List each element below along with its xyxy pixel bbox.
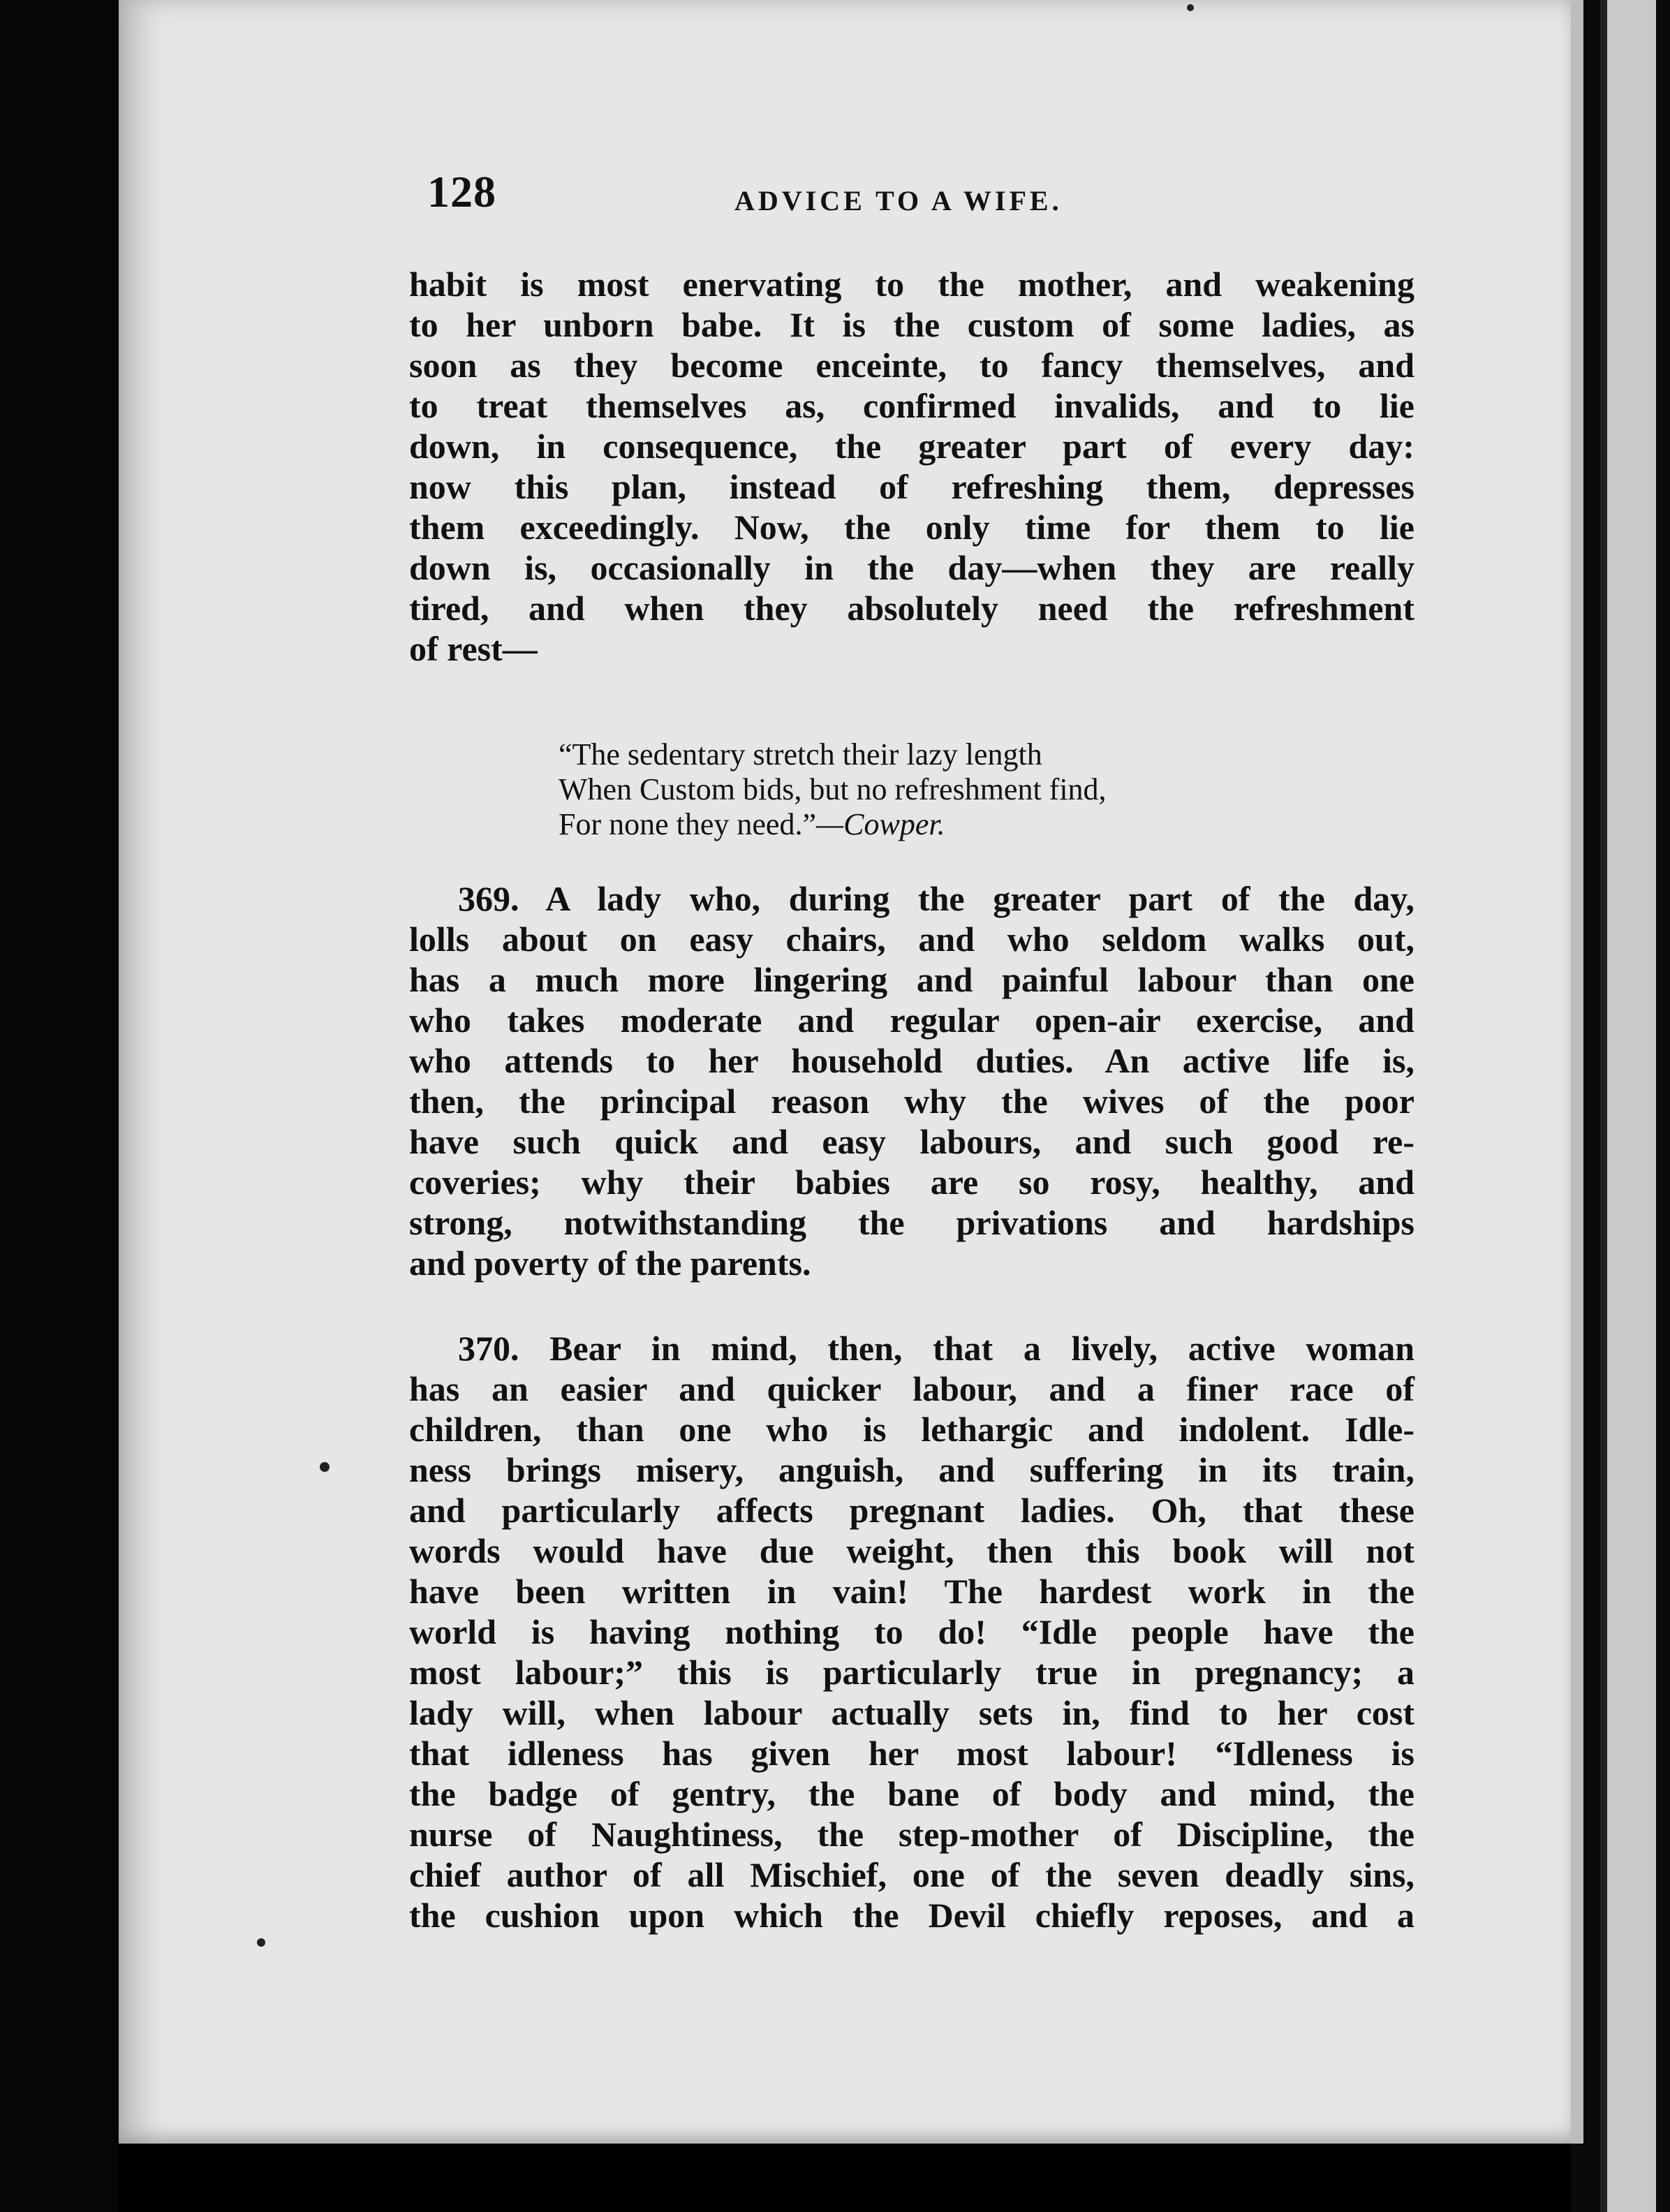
page-number: 128: [427, 167, 496, 216]
text-line: most labour;” this is particularly true in pregnancy; a: [409, 1653, 1414, 1692]
text-line: strong, notwithstanding the privations and hardships: [409, 1203, 1414, 1242]
scan-gutter-right: [1571, 0, 1670, 2212]
text-line: then, the principal reason why the wives of the poor: [409, 1082, 1414, 1121]
text-line: words would have due weight, then this book will not: [409, 1531, 1414, 1570]
text-line: to treat themselves as, confirmed invalids, and to lie: [409, 386, 1414, 425]
text-line: of rest—: [409, 629, 538, 668]
paragraph-continued: [409, 264, 1414, 669]
scan-speck: [1187, 4, 1194, 11]
text-line: nurse of Naughtiness, the step-mother of Discipline, the: [409, 1815, 1414, 1854]
text-line: has an easier and quicker labour, and a finer race of: [409, 1369, 1414, 1408]
paragraph-369: [409, 878, 1414, 1283]
text-line: down, in consequence, the greater part of every day:: [409, 427, 1414, 466]
running-title: ADVICE TO A WIFE.: [734, 185, 1063, 216]
text-line: soon as they become enceinte, to fancy themselves, and: [409, 346, 1414, 385]
text-line: the cushion upon which the Devil chiefly reposes, and a: [409, 1896, 1414, 1935]
page-header: [427, 166, 1412, 229]
text-line: ness brings misery, anguish, and suffering in its train,: [409, 1450, 1414, 1489]
text-line: that idleness has given her most labour! “Idleness is: [409, 1734, 1414, 1773]
text-line: them exceedingly. Now, the only time for them to lie: [409, 508, 1414, 547]
text-line: have such quick and easy labours, and such good re-: [409, 1122, 1414, 1161]
scan-speck: [320, 1462, 330, 1472]
text-line: the badge of gentry, the bane of body and mind, the: [409, 1774, 1414, 1813]
scan-speck: [257, 1938, 265, 1947]
text-line: and poverty of the parents.: [409, 1244, 811, 1283]
text-line: who takes moderate and regular open-air exercise, and: [409, 1001, 1414, 1040]
quote-line: When Custom bids, but no refreshment find,: [559, 772, 1107, 806]
text-line: lady will, when labour actually sets in, find to her cost: [409, 1693, 1414, 1732]
paragraph-370: [409, 1328, 1414, 1936]
text-line: coveries; why their babies are so rosy, healthy, and: [409, 1163, 1414, 1202]
text-line: now this plan, instead of refreshing them, depresses: [409, 467, 1414, 506]
scan-border-left: [0, 0, 119, 2212]
text-line: down is, occasionally in the day—when they are really: [409, 548, 1414, 587]
quote-line: “The sedentary stretch their lazy length: [559, 737, 1042, 772]
text-line: 369. A lady who, during the greater part of the day,: [458, 879, 1414, 918]
text-line: to her unborn babe. It is the custom of some ladies, as: [409, 305, 1414, 344]
facing-page-edge: [1600, 0, 1656, 2212]
text-line: children, than one who is lethargic and indolent. Idle-: [409, 1410, 1414, 1449]
text-line: 370. Bear in mind, then, that a lively, active woman: [458, 1329, 1414, 1368]
text-line: who attends to her household duties. An active life is,: [409, 1041, 1414, 1080]
text-line: world is having nothing to do! “Idle people have the: [409, 1612, 1414, 1651]
text-line: tired, and when they absolutely need the refreshment: [409, 589, 1414, 628]
text-line: habit is most enervating to the mother, and weakening: [409, 265, 1414, 304]
text-line: has a much more lingering and painful labour than one: [409, 960, 1414, 999]
text-line: have been written in vain! The hardest work in the: [409, 1572, 1414, 1611]
quote-attribution: —Cowper.: [816, 807, 945, 841]
quote-line: For none they need.”: [559, 807, 816, 841]
text-line: and particularly affects pregnant ladies. Oh, that these: [409, 1491, 1414, 1530]
quote-line-final: [559, 807, 1292, 842]
block-quote: [559, 737, 1292, 842]
text-line: lolls about on easy chairs, and who seldom walks out,: [409, 920, 1414, 959]
text-line: chief author of all Mischief, one of the seven deadly sins,: [409, 1855, 1414, 1894]
